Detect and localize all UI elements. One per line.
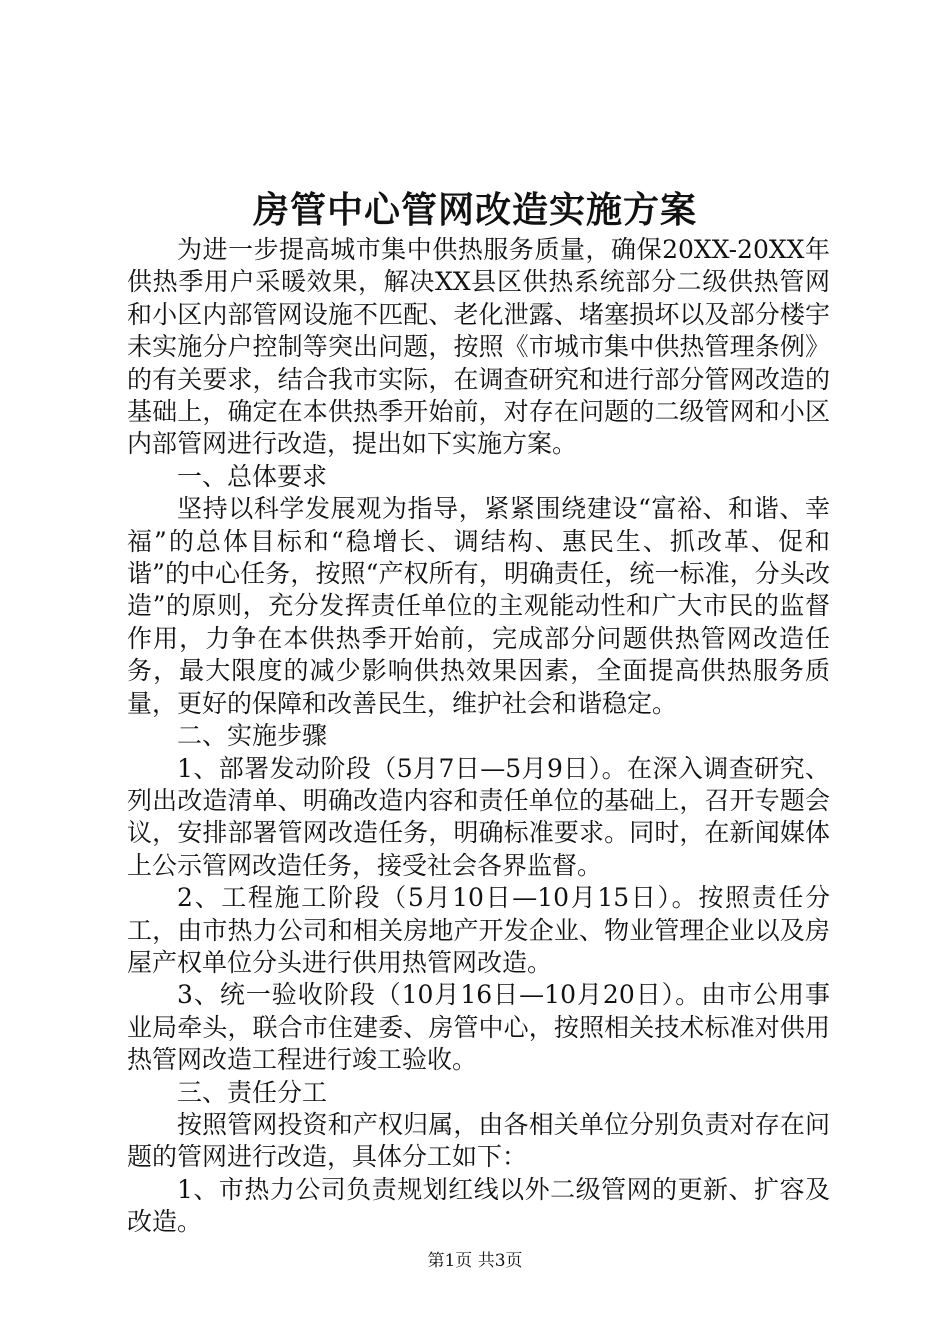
step-1-paragraph: 1、部署发动阶段（5月7日—5月9日）。在深入调查研究、列出改造清单、明确改造内容和责任单位的基础上，召开专题会议，安排部署管网改造任务，明确标准要求。同时，在新闻媒体上公示管网改造任务，接受社会各界监督。 [127, 753, 830, 880]
general-requirements-paragraph: 坚持以科学发展观为指导，紧紧围绕建设“富裕、和谐、幸福”的总体目标和“稳增长、调结构、惠民生、抓改革、促和谐”的中心任务，按照“产权所有，明确责任，统一标准，分头改造”的原则，充分发挥责任单位的主观能动性和广大市民的监督作用，力争在本供热季开始前，完成部分问题供热管网改造任务，最大限度的减少影响供热效果因素，全面提高供热服务质量，更好的保障和改善民生，维护社会和谐稳定。 [127, 494, 830, 718]
section-heading-implementation-steps: 二、实施步骤 [177, 721, 328, 751]
section-heading-responsibilities: 三、责任分工 [177, 1077, 328, 1107]
intro-paragraph: 为进一步提高城市集中供热服务质量，确保20XX-20XX年供热季用户采暖效果，解决XX县区供热系统部分二级供热管网和小区内部管网设施不匹配、老化泄露、堵塞损坏以及部分楼宇未实施分户控制等突出问题，按照《市城市集中供热管理条例》的有关要求，结合我市实际，在调查研究和进行部分管网改造的基础上，确定在本供热季开始前，对存在问题的二级管网和小区内部管网进行改造，提出如下实施方案。 [127, 235, 830, 459]
document-title: 房管中心管网改造实施方案 [252, 189, 697, 231]
step-3-paragraph: 3、统一验收阶段（10月16日—10月20日）。由市公用事业局牵头，联合市住建委、房管中心，按照相关技术标准对供用热管网改造工程进行竣工验收。 [127, 980, 830, 1075]
step-2-paragraph: 2、工程施工阶段（5月10日—10月15日）。按照责任分工，由市热力公司和相关房地产开发企业、物业管理企业以及房屋产权单位分头进行供用热管网改造。 [127, 883, 830, 977]
responsibilities-intro-paragraph: 按照管网投资和产权归属，由各相关单位分别负责对存在问题的管网进行改造，具体分工如下： [127, 1109, 830, 1172]
section-heading-general-requirements: 一、总体要求 [177, 461, 328, 491]
page-number-footer: 第1页 共3页 [427, 1251, 523, 1271]
document-body [127, 234, 830, 1239]
responsibility-1-paragraph: 1、市热力公司负责规划红线以外二级管网的更新、扩容及改造。 [127, 1174, 830, 1237]
